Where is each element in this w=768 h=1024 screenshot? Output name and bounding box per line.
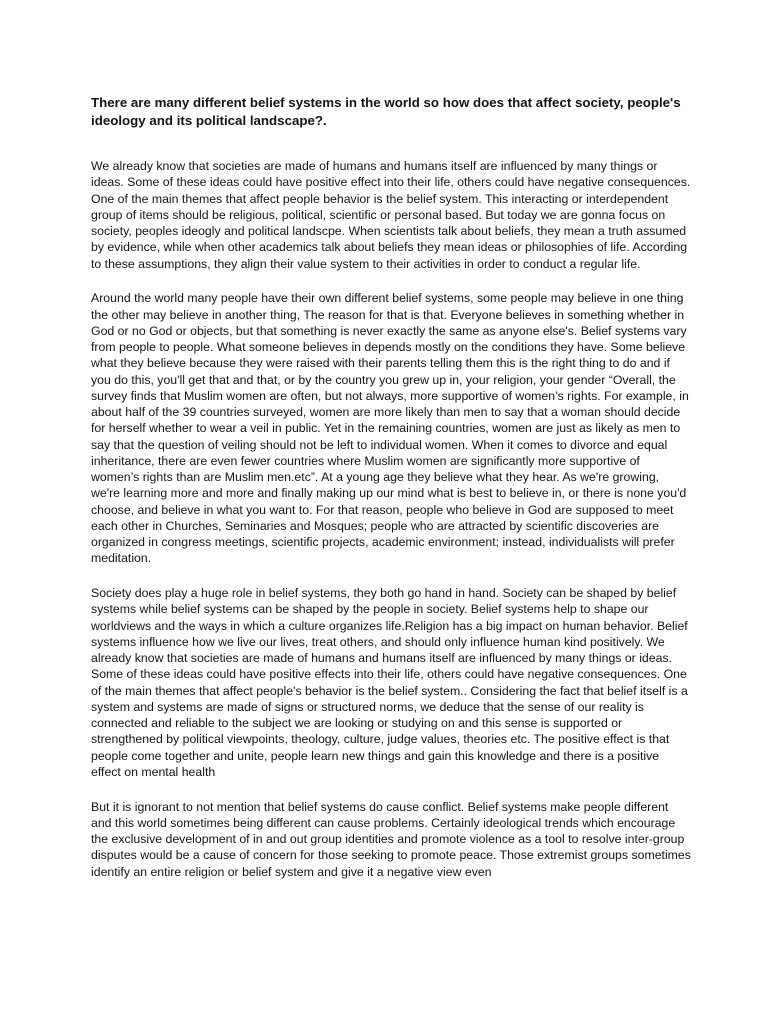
paragraph-4: But it is ignorant to not mention that belief systems do cause conflict. Belief systems make people different and this world sometimes being different can cause problems. Certainly ideological trends which encourage the exclusive development of in and out group identities and promote violence as a tool to resolve inter-group disputes would be a cause of concern for those seeking to promote peace. Those extremist groups sometimes identify an entire religion or belief system and give it a negative view even [91, 799, 691, 879]
document-title: There are many different belief systems in the world so how does that affect society, people's ideology and its political landscape?. [91, 95, 681, 128]
paragraph-1: We already know that societies are made of humans and humans itself are influenced by many things or ideas. Some of these ideas could have positive effect into their life, others could have negative consequences. One of the main themes that affect people behavior is the belief system. This interacting or interdependent group of items should be religious, political, scientific or personal based. But today we are gonna focus on society, peoples ideogly and political landscpe. When scientists talk about beliefs, they mean a truth assumed by evidence, while when other academics talk about beliefs they mean ideas or philosophies of life. According to these assumptions, they align their value system to their activities in order to conduct a regular life. [91, 159, 691, 271]
paragraph-2: Around the world many people have their own different belief systems, some people may believe in one thing the other may believe in another thing, The reason for that is that. Everyone believes in something whether in God or no God or objects, but that something is never exactly the same as anyone else's. Belief systems vary from people to people. What someone believes in depends mostly on the conditions they have. Some believe what they believe because they were raised with their parents telling them this is the right thing to do and if you do this, you'll get that and that, or by the country you grew up in, your religion, your gender “Overall, the survey finds that Muslim women are often, but not always, more supportive of women’s rights. For example, in about half of the 39 countries surveyed, women are more likely than men to say that a woman should decide for herself whether to wear a veil in public. Yet in the remaining countries, women are just as likely as men to say that the question of veiling should not be left to individual women. When it comes to divorce and equal inheritance, there are even fewer countries where Muslim women are significantly more supportive of women’s rights than are Muslim men.etc”. At a young age they believe what they hear. As we're growing, we're learning more and more and finally making up our mind what is best to believe in, or there is none you'd choose, and believe in what you want to. For that reason, people who believe in God are supposed to meet each other in Churches, Seminaries and Mosques; people who are attracted by scientific discoveries are organized in congress meetings, scientific projects, academic environment; instead, individualists will prefer meditation. [91, 291, 689, 566]
paragraph-3: Society does play a huge role in belief systems, they both go hand in hand. Society can be shaped by belief systems while belief systems can be shaped by the people in society. Belief systems help to shape our worldviews and the ways in which a culture organizes life.Religion has a big impact on human behavior. Belief systems influence how we live our lives, treat others, and should only influence human kind positively. We already know that societies are made of humans and humans itself are influenced by many things or ideas. Some of these ideas could have positive effects into their life, others could have negative consequences. One of the main themes that affect people's behavior is the belief system.. Considering the fact that belief itself is a system and systems are made of signs or structured norms, we deduce that the sense of our reality is connected and reliable to the subject we are looking or studying on and this sense is supported or strengthened by political viewpoints, theology, culture, judge values, theories etc. The positive effect is that people come together and unite, people learn new things and gain this knowledge and there is a positive effect on mental health [91, 586, 688, 779]
document-body [91, 94, 691, 898]
